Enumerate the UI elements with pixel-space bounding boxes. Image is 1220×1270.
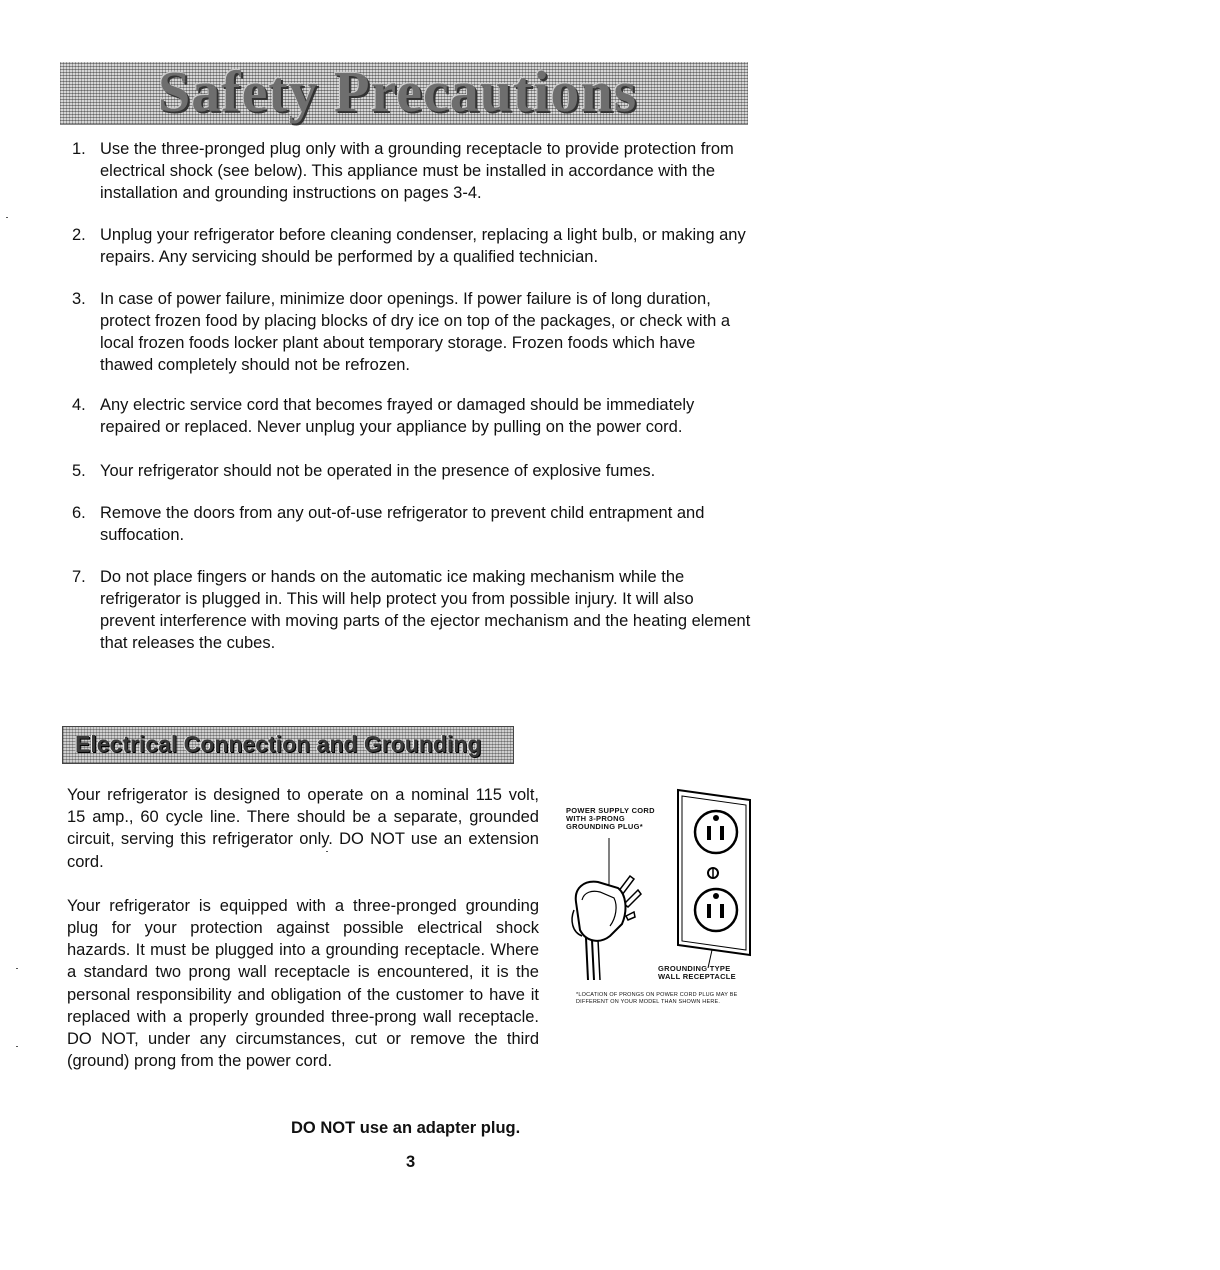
list-item [72,502,752,546]
cord-label: POWER SUPPLY CORD WITH 3-PRONG GROUNDING PLUG* [566,806,655,831]
figure-note: *LOCATION OF PRONGS ON POWER CORD PLUG MAY BE DIFFERENT ON YOUR MODEL THAN SHOWN HERE. [576,992,738,1005]
page-title: Safety Precautions [158,59,638,124]
scan-speck [16,968,18,969]
item-text: Any electric service cord that becomes frayed or damaged should be immediately repaired or replaced. Never unplug your appliance by pulling on the power cord. [100,396,695,436]
receptacle-label: GROUNDING TYPE WALL RECEPTACLE [658,964,736,981]
item-number: 7. [72,568,86,586]
item-text: Remove the doors from any out-of-use refrigerator to prevent child entrapment and suffocation. [100,504,705,544]
item-text: Use the three-pronged plug only with a grounding receptacle to provide protection from electrical shock (see below). This appliance must be installed in accordance with the installation and grounding instructions on pages 3-4. [100,140,734,202]
list-item [72,566,752,654]
list-item [72,224,752,268]
item-text: In case of power failure, minimize door openings. If power failure is of long duration, protect frozen food by placing blocks of dry ice on top of the packages, or check with a local frozen foods locker plant about temporary storage. Frozen foods which have thawed completely should not be refrozen. [100,290,731,374]
title-banner [60,59,748,125]
scan-speck [16,1046,18,1047]
item-number: 2. [72,226,86,244]
section-title: Electrical Connection and Grounding [75,731,482,757]
item-number: 5. [72,462,86,480]
page-number: 3 [406,1153,416,1171]
scan-speck [6,217,8,218]
list-item [72,288,752,376]
precautions-list [72,138,752,674]
list-item [72,460,752,482]
item-text: Unplug your refrigerator before cleaning condenser, replacing a light bulb, or making any repairs. Any servicing should be performed by a qualified technician. [100,226,746,266]
plug-receptacle-figure [560,760,760,1020]
list-item [72,138,752,204]
item-text: Do not place fingers or hands on the automatic ice making mechanism while the refrigerator is plugged in. This will help protect you from possible injury. It will also prevent interference with moving parts of the ejector mechanism and the heating element that releases the cubes. [100,568,751,652]
list-item [72,394,752,438]
item-number: 4. [72,396,86,414]
item-number: 6. [72,504,86,522]
electrical-body [67,784,539,1094]
item-number: 1. [72,140,86,158]
item-text: Your refrigerator should not be operated in the presence of explosive fumes. [100,462,656,480]
scan-speck [326,851,328,852]
plug-receptacle-illustration [560,760,760,1020]
paragraph: Your refrigerator is equipped with a three-pronged grounding plug for your protection against possible electrical shock hazards. It must be plugged into a grounding receptacle. Where a standard two prong wall receptacle is encountered, it is the personal responsibility and obligation of the customer to have it replaced with a properly grounded three-prong wall receptacle. DO NOT, under any circumstances, cut or remove the third (ground) prong from the power cord. [67,896,539,1071]
item-number: 3. [72,290,86,308]
section-header [62,726,514,764]
paragraph: Your refrigerator is designed to operate on a nominal 115 volt, 15 amp., 60 cycle line. There should be a separate, grounded circuit, serving this refrigerator only. DO NOT use an extension cord. [67,786,539,871]
adapter-warning: DO NOT use an adapter plug. [291,1119,521,1137]
